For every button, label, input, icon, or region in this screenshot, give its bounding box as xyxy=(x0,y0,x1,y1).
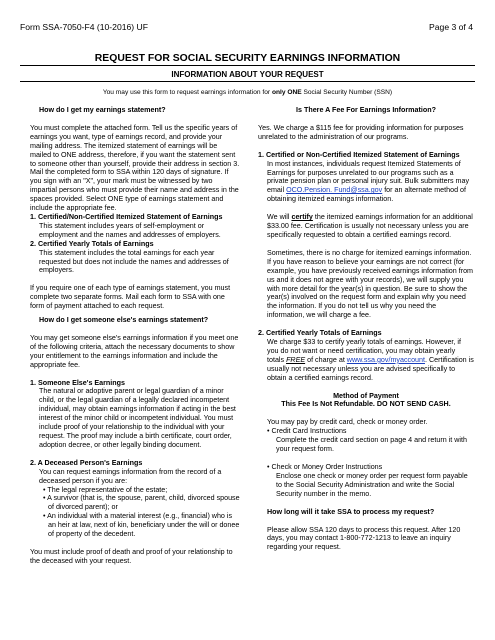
list-item-title: 2. A Deceased Person's Earnings xyxy=(30,458,143,467)
question-heading: Is There A Fee For Earnings Information? xyxy=(296,106,436,114)
no-refund-notice: This Fee Is Not Refundable. DO NOT SEND CASH. xyxy=(281,400,451,409)
paragraph: You must complete the attached form. Tell us the specific years of earnings you want, type of earnings record, and provide your mailing address. The itemized statement of earnings will be mailed to ONE address, therefore, if you want the statement sent to someone other than yourself, provide their address in section 3. Mail the completed form to SSA within 120 days of signature. If you sign with an "X", your mark must be witnessed by two impartial persons who must provide their name and address in the spaces provided. Select ONE type of earnings statement and include the appropriate fee. xyxy=(30,123,240,213)
list-item-text: This statement includes years of self-employment or employment and the names and addresses of employers. xyxy=(39,221,221,239)
credit-card-heading: • Credit Card Instructions xyxy=(267,427,347,436)
bullet-item: • An individual with a material interest (e.g., financial) who is an heir at law, next of kin, beneficiary under the will or donee of property of the decedent. xyxy=(43,512,240,539)
list-item-text: You can request earnings information from the record of a deceased person if you are: xyxy=(39,467,222,485)
list-item-text: The natural or adoptive parent or legal guardian of a minor child, or the legal guardian of a legally declared incompetent individual, may obtain earnings information if acting in the best interest of the minor child or incompetent individual. You must include proof of your relationship to the individual with your request. The proof may include a birth certificate, court order, adoption decree, or other legally binding document. xyxy=(39,387,236,449)
list-item-title: 1. Certified or Non-Certified Itemized Statement of Earnings xyxy=(258,150,460,159)
title-divider xyxy=(20,65,475,66)
question-heading: How do I get someone else's earnings statement? xyxy=(39,316,209,325)
list-item-title: 2. Certified Yearly Totals of Earnings xyxy=(258,329,382,338)
paragraph: Please allow SSA 120 days to process this request. After 120 days, you may contact 1-800-772-1213 to leave an inquiry regarding your request. xyxy=(267,525,461,552)
bullet-item: • A survivor (that is, the spouse, parent, child, divorced spouse of divorced parent); or xyxy=(43,494,240,512)
bullet-item: • The legal representative of the estate; xyxy=(43,485,168,494)
intro-text: You may use this form to request earnings information for only ONE Social Security Number (SSN) xyxy=(102,89,393,96)
right-column xyxy=(258,106,474,552)
paragraph: Yes. We charge a $115 fee for providing information for purposes unrelated to the administration of our programs. xyxy=(258,123,464,141)
left-column xyxy=(30,106,240,566)
subtitle-divider xyxy=(20,81,475,82)
form-id: Form SSA-7050-F4 (10-2016) UF xyxy=(20,22,148,32)
paragraph: If you require one of each type of earnings statement, you must complete two separate forms. Mail each form to SSA with one form of payment attached to each request. xyxy=(30,284,231,311)
paragraph: You must include proof of death and proof of your relationship to the deceased with your request. xyxy=(30,547,233,565)
section-subtitle: INFORMATION ABOUT YOUR REQUEST xyxy=(171,70,324,79)
method-of-payment-heading: Method of Payment xyxy=(333,391,399,400)
question-heading: How long will it take SSA to process my request? xyxy=(267,507,435,516)
paragraph: We will certify the itemized earnings information for an additional $33.00 fee. Certification is usually not necessary unless you are specifically requested to obtain a certified earnings record. xyxy=(267,213,473,239)
paragraph: Sometimes, there is no charge for itemized earnings information. If you have reason to believe your earnings are not correct (for example, you have previously received earnings information from us and it does not agree with your records), we will supply you with more detail for the year(s) in question. Be sure to show the year(s) involved on the request form and explain why you need the information. If you do not tell us why you need the information, we will charge a fee. xyxy=(267,248,473,320)
paragraph: You may pay by credit card, check or money order. xyxy=(267,418,428,427)
page-number: Page 3 of 4 xyxy=(429,22,473,32)
list-item-title: 1. Someone Else's Earnings xyxy=(30,378,125,387)
list-item-text: Complete the credit card section on page 4 and return it with your request form. xyxy=(276,436,467,454)
check-heading: • Check or Money Order Instructions xyxy=(267,463,383,471)
list-item-title: 1. Certified/Non-Certified Itemized Statement of Earnings xyxy=(30,212,223,221)
list-item-text: This statement includes the total earnings for each year requested but does not include the names and addresses of employers. xyxy=(39,248,229,275)
list-item-text: We charge $33 to certify yearly totals of earnings. However, if you do not want or need certification, you may obtain yearly totals FREE of charge at www.ssa.gov/myaccount. Certification is usually not necessary unless you are advised specifically to obtain a certified earnings record. xyxy=(267,338,474,382)
page-title: REQUEST FOR SOCIAL SECURITY EARNINGS INFORMATION xyxy=(94,53,401,64)
pension-email-link[interactable]: OCO.Pension. Fund@ssa.gov xyxy=(286,186,383,195)
paragraph: You may get someone else's earnings information if you meet one of the following criteria, attach the necessary documents to show your entitlement to the earnings information and include the appropriate fee. xyxy=(30,333,239,369)
myaccount-link[interactable]: www.ssa.gov/myaccount xyxy=(346,355,425,364)
list-item-text: Enclose one check or money order per request form payable to the Social Security Administration and write the Social Security number in the memo. xyxy=(276,471,468,498)
question-heading: How do I get my earnings statement? xyxy=(39,106,166,114)
list-item-text: In most instances, individuals request Itemized Statements of Earnings for purposes unrelated to our programs such as a private pension plan or personal injury suit. Bulk submitters may email OCO.Pension. Fund@ssa.gov for an alternate method of obtaining itemized earnings information. xyxy=(267,159,470,204)
list-item-title: 2. Certified Yearly Totals of Earnings xyxy=(30,239,154,248)
